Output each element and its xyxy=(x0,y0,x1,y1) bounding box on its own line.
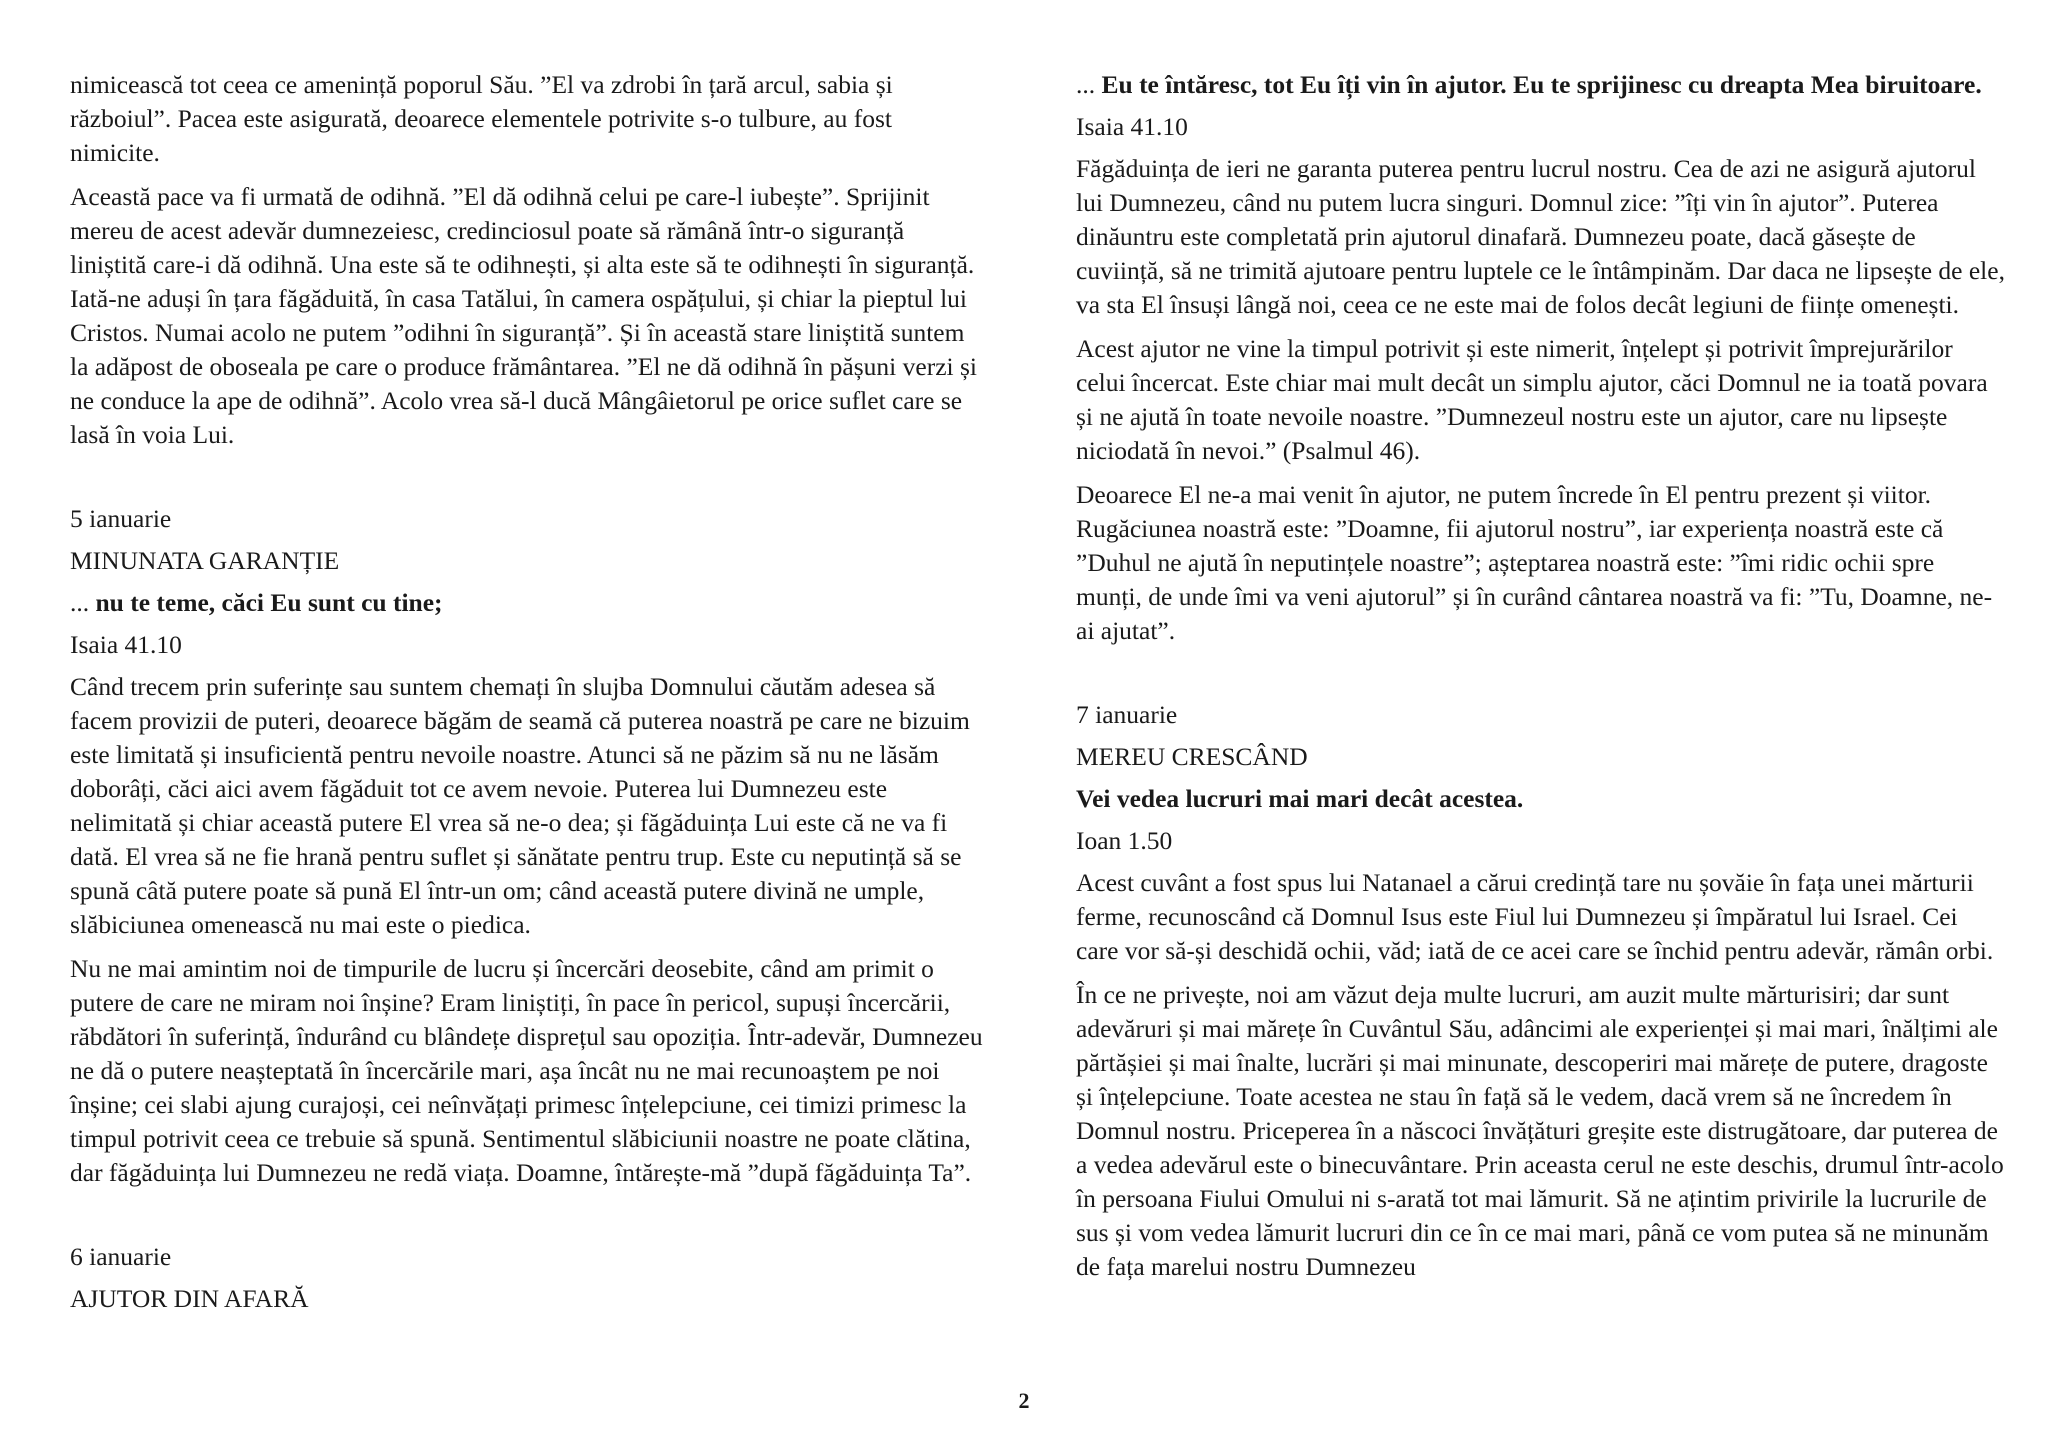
entry-5-ianuarie xyxy=(70,502,985,1190)
entry-verse xyxy=(70,586,985,620)
right-column xyxy=(1076,68,2006,1294)
verse-prefix: ... xyxy=(70,588,96,617)
entry-date: 7 ianuarie xyxy=(1076,700,1178,729)
entry-verse: Vei vedea lucruri mai mari decât acestea. xyxy=(1076,784,1524,813)
paragraph: Acest cuvânt a fost spus lui Natanael a cărui credință tare nu șovăie în fața unei mărturii ferme, recunoscând că Domnul Isus este Fiul lui Dumnezeu și împăratul lui Israel. Cei care vor să-și deschidă ochii, văd; iată de ce acei care se închid pentru adevăr, rămân orbi. xyxy=(1076,868,1994,965)
verse-text: nu te teme, căci Eu sunt cu tine; xyxy=(95,588,443,617)
entry-date: 6 ianuarie xyxy=(70,1242,172,1271)
entry-reference: Isaia 41.10 xyxy=(1076,112,1188,141)
entry-reference: Isaia 41.10 xyxy=(70,630,182,659)
entry-title: AJUTOR DIN AFARĂ xyxy=(70,1284,309,1313)
paragraph: Când trecem prin suferințe sau suntem chemați în slujba Domnului căutăm adesea să facem provizii de puteri, deoarece băgăm de seamă că puterea noastră pe care ne bizuim este limitată și insuficientă pentru nevoile noastre. Atunci să ne păzim să nu ne lăsăm doborâți, căci aici avem făgăduit tot ce avem nevoie. Puterea lui Dumnezeu este nelimitată și chiar această putere El vrea să ne-o dea; și făgăduința Lui este că ne va fi dată. El vrea să ne fie hrană pentru suflet și sănătate pentru trup. Este cu neputință să se spună câtă putere poate să pună El într-un om; când această putere divină ne umple, slăbiciunea omenească nu mai este o piedica. xyxy=(70,672,970,939)
entry-6-continued xyxy=(1076,68,2006,648)
paragraph: Acest ajutor ne vine la timpul potrivit și este nimerit, înțelept și potrivit împrejurărilor celui încercat. Este chiar mai mult decât un simplu ajutor, căci Domnul ne ia toată povara și ne ajută în toate nevoile noastre. ”Dumnezeul nostru este un ajutor, care nu lipsește niciodată în nevoi.” (Psalmul 46). xyxy=(1076,334,1988,465)
paragraph: Făgăduința de ieri ne garanta puterea pentru lucrul nostru. Cea de azi ne asigură ajutorul lui Dumnezeu, când nu putem lucra singuri. Domnul zice: ”îți vin în ajutor”. Puterea dinăuntru este completată prin ajutorul dinafară. Dumnezeu poate, dacă găsește de cuviință, să ne trimită ajutoare pentru luptele ce le întâmpinăm. Dar daca ne lipsește de ele, va sta El însuși lângă noi, ceea ce ne este mai de folos decât legiuni de ființe omenești. xyxy=(1076,154,2005,319)
verse-text: Eu te întăresc, tot Eu îți vin în ajutor. Eu te sprijinesc cu dreapta Mea biruitoare. xyxy=(1101,70,1982,99)
entry-date: 5 ianuarie xyxy=(70,504,172,533)
paragraph: nimicească tot ceea ce amenință poporul Său. ”El va zdrobi în țară arcul, sabia și războiul”. Pacea este asigurată, deoarece elementele potrivite s-o tulbure, au fost nimicite. xyxy=(70,70,893,167)
paragraph: Această pace va fi urmată de odihnă. ”El dă odihnă celui pe care-l iubește”. Sprijinit mereu de acest adevăr dumnezeiesc, credinciosul poate să rămână într-o siguranță liniștită care-i dă odihnă. Una este să te odihnești, și alta este să te odihnești în siguranță. Iată-ne aduși în țara făgăduită, în casa Tatălui, în camera ospățului, și chiar la pieptul lui Cristos. Numai acolo ne putem ”odihni în siguranță”. Și în această stare liniștită suntem la adăpost de oboseala pe care o produce frământarea. ”El ne dă odihnă în pășuni verzi și ne conduce la ape de odihnă”. Acolo vrea să-l ducă Mângâietorul pe orice suflet care se lasă în voia Lui. xyxy=(70,182,977,449)
page-number: 2 xyxy=(1018,1388,1030,1413)
entry-6-ianuarie xyxy=(70,1240,985,1316)
entry-reference: Ioan 1.50 xyxy=(1076,826,1173,855)
verse-prefix: ... xyxy=(1076,70,1102,99)
paragraph: Nu ne mai amintim noi de timpurile de lucru și încercări deosebite, când am primit o putere de care ne miram noi înșine? Eram liniștiți, în pace în pericol, supuși încercării, răbdători în suferință, îndurând cu blândețe disprețul sau opoziția. Într-adevăr, Dumnezeu ne dă o putere neașteptată în încercările mari, așa încât nu ne mai recunoaștem pe noi înșine; cei slabi ajung curajoși, cei neînvățați primesc înțelepciune, cei timizi primesc la timpul potrivit ceea ce trebuie să spună. Sentimentul slăbiciunii noastre ne poate clătina, dar făgăduința lui Dumnezeu ne redă viața. Doamne, întărește-mă ”după făgăduința Ta”. xyxy=(70,954,983,1187)
left-column xyxy=(70,68,985,1324)
entry-title: MINUNATA GARANȚIE xyxy=(70,546,340,575)
entry-verse xyxy=(1076,68,2006,102)
entry-7-ianuarie xyxy=(1076,698,2006,1284)
paragraph: În ce ne privește, noi am văzut deja multe lucruri, am auzit multe mărturisiri; dar sunt adevăruri și mai mărețe în Cuvântul Său, adâncimi ale experienței și mai mari, înălțimi ale părtășiei și mai înalte, lucrări și mai minunate, descoperiri mai mărețe de putere, dragoste și înțelepciune. Toate acestea ne stau în față să le vedem, dacă vrem să ne încredem în Domnul nostru. Priceperea în a născoci învățături greșite este distrugătoare, dar puterea de a vedea adevărul este o binecuvântare. Prin aceasta cerul ne este deschis, drumul într-acolo în persoana Fiului Omului ni s-arată tot mai lămurit. Să ne ațintim privirile la lucrurile de sus și vom vedea lămurit lucruri din ce în ce mai mari, până ce vom putea să ne minunăm de fața marelui nostru Dumnezeu xyxy=(1076,980,2004,1281)
entry-title: MEREU CRESCÂND xyxy=(1076,742,1308,771)
paragraph: Deoarece El ne-a mai venit în ajutor, ne putem încrede în El pentru prezent și viitor. Rugăciunea noastră este: ”Doamne, fii ajutorul nostru”, iar experiența noastră este că ”Duhul ne ajută în neputințele noastre”; așteptarea noastră este: ”îmi ridic ochii spre munți, de unde îmi va veni ajutorul” și în curând cântarea noastră va fi: ”Tu, Doamne, ne-ai ajutat”. xyxy=(1076,480,1993,645)
